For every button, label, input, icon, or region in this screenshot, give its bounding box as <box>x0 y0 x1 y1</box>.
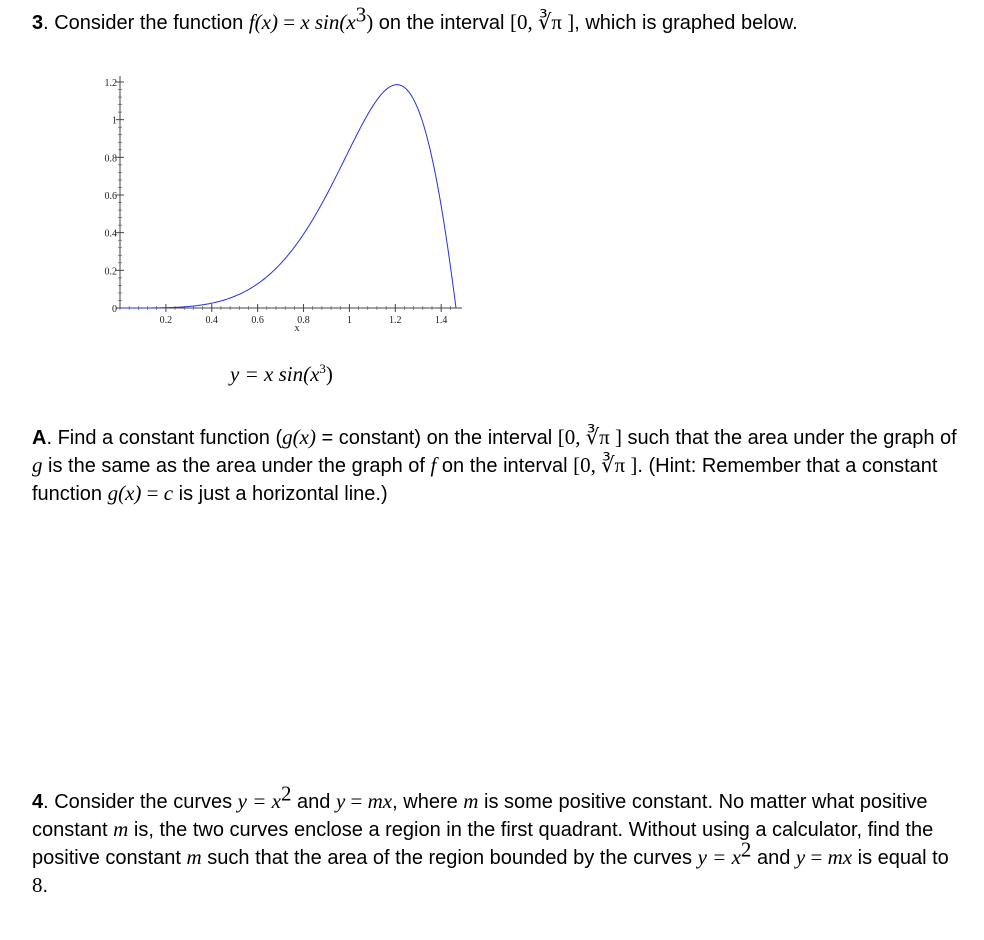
y-tick-label: 0.4 <box>104 228 117 240</box>
q4-eq-1: = x <box>246 789 281 813</box>
q4-text-5: is, the two curves enclose a region in the first quadrant. Without using a calculator, find the positive constant <box>32 819 934 869</box>
caption-lhs: y <box>230 362 240 386</box>
caption-rhs-close: ) <box>325 362 333 386</box>
q4-eq-4: = <box>805 845 828 869</box>
q4-y-3: y <box>697 845 707 869</box>
question-3-text-after: , which is graphed below. <box>574 12 798 34</box>
equals-sign: = <box>277 10 301 34</box>
part-a-text-1: . Find a constant function ( <box>46 427 283 449</box>
part-a-text-3: such that the area under the graph of <box>622 427 957 449</box>
y-tick-label: 0.8 <box>104 153 117 165</box>
part-a-label: A <box>32 427 47 449</box>
x-tick-label: 0.8 <box>297 315 310 326</box>
y-tick-label: 0 <box>112 304 117 315</box>
function-plot <box>90 66 480 346</box>
q4-mx-2: mx <box>827 845 853 869</box>
g-of-x-2: g(x) <box>107 481 142 505</box>
x-tick-label: 1 <box>346 315 352 326</box>
function-rhs-base: x sin(x <box>300 10 356 34</box>
part-a-equals: = <box>141 481 164 505</box>
y-tick-label: 0.2 <box>104 266 117 278</box>
q4-eight: 8 <box>32 873 43 897</box>
part-a <box>32 424 972 508</box>
function-rhs-exponent: 3 <box>355 2 367 27</box>
q4-eq-3: = x <box>706 845 741 869</box>
part-a-text-2: = constant) on the interval <box>315 427 558 449</box>
question-3-number: 3 <box>32 12 44 34</box>
q4-m-3: m <box>186 845 202 869</box>
x-axis-label: x <box>294 323 300 334</box>
q4-exp-3: 2 <box>740 837 752 862</box>
q4-m-1: m <box>463 789 479 813</box>
caption-rhs-base: = x sin(x <box>239 362 320 386</box>
caption-rhs-exponent: 3 <box>319 361 326 376</box>
q4-text-7: and <box>751 847 796 869</box>
question-4-number: 4 <box>32 791 44 813</box>
y-tick-label: 0.6 <box>104 191 117 202</box>
x-tick-label: 1.4 <box>434 315 448 326</box>
x-tick-label: 1.2 <box>389 315 402 326</box>
q4-mx-1: mx <box>367 789 393 813</box>
q4-y-1: y <box>237 789 247 813</box>
x-tick-label: 0.6 <box>251 315 264 326</box>
part-a-text-5: on the interval <box>436 455 574 477</box>
q4-text-3: , where <box>392 791 464 813</box>
part-a-text-4: is the same as the area under the graph of <box>42 455 431 477</box>
y-tick-label: 1.2 <box>104 78 117 89</box>
q4-exp-1: 2 <box>280 781 292 806</box>
axis-minor-ticks <box>118 82 450 310</box>
question-3 <box>32 2 798 37</box>
question-3-text-mid: on the interval <box>373 12 510 34</box>
g-of-x: g(x) <box>282 425 316 449</box>
q4-eq-2: = <box>345 789 368 813</box>
g-symbol: g <box>32 453 43 477</box>
question-3-text-before: . Consider the function <box>43 12 249 34</box>
part-a-text-6: . (Hint: Remember that a constant function <box>32 455 938 505</box>
y-tick-group <box>105 78 125 315</box>
function-rhs-close: ) <box>366 10 374 34</box>
x-tick-label: 0.2 <box>159 315 173 326</box>
f-symbol: f <box>430 453 437 477</box>
graph-caption <box>230 362 333 387</box>
q4-text-1: . Consider the curves <box>43 791 238 813</box>
q4-m-2: m <box>113 817 129 841</box>
function-lhs: f(x) <box>248 10 278 34</box>
c-symbol: c <box>163 481 174 505</box>
q4-text-6: such that the area of the region bounded by the curves <box>201 847 698 869</box>
q4-text-2: and <box>291 791 336 813</box>
part-a-interval-2: [0, ∛π ] <box>573 453 638 477</box>
function-curve <box>120 85 456 308</box>
q4-text-8: is equal to <box>852 847 949 869</box>
part-a-interval-1: [0, ∛π ] <box>557 425 622 449</box>
q4-text-4: is some positive constant. No matter what positive constant <box>32 791 928 841</box>
question-4 <box>32 781 952 900</box>
x-tick-label: 0.4 <box>205 315 219 326</box>
q4-y-4: y <box>795 845 806 869</box>
q4-text-9: . <box>42 875 49 897</box>
interval-cube-root-pi: [0, ∛π ] <box>509 10 575 34</box>
part-a-text-8: is just a horizontal line.) <box>173 483 388 505</box>
q4-y-2: y <box>335 789 346 813</box>
y-tick-label: 1 <box>112 115 117 127</box>
